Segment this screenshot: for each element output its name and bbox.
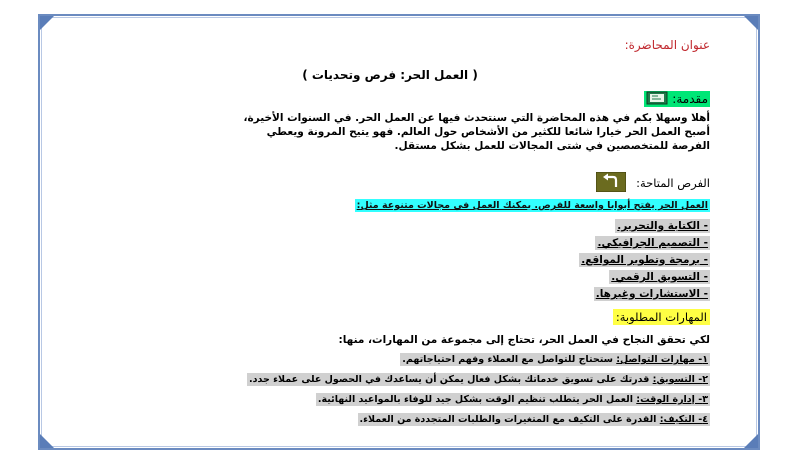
lecture-title-label: عنوان المحاضرة:: [624, 38, 710, 52]
list-item: [400, 354, 710, 365]
opportunity-item-4: - التسويق الرقمي.: [611, 271, 708, 283]
list-item: [358, 414, 710, 425]
intro-heading-row: [644, 88, 710, 108]
opportunity-item-1: - الكتابة والتحرير.: [617, 220, 708, 232]
opportunities-heading-row: [596, 172, 710, 195]
list-item: [595, 237, 710, 249]
return-arrow-icon: [596, 172, 626, 195]
intro-line-1: أهلا وسهلا بكم في هذه المحاضرة التي سنتحدث فيها عن العمل الحر. في السنوات الأخيرة،: [243, 112, 710, 124]
intro-heading: [644, 91, 710, 107]
skill-item-1-label: ١- مهارات التواصل:: [616, 354, 708, 365]
skill-item-3-label: ٣- إدارة الوقت:: [636, 394, 708, 405]
skills-intro: لكي تحقق النجاح في العمل الحر، تحتاج إلى مجموعة من المهارات، منها:: [338, 334, 710, 346]
skill-item-4-label: ٤- التكيف:: [659, 414, 708, 425]
skills-heading: المهارات المطلوبة:: [613, 309, 710, 325]
presentation-board-icon: [646, 91, 668, 108]
corner-ornament-top-right: [744, 16, 758, 30]
list-item: [316, 394, 710, 405]
opportunity-item-2: - التصميم الجرافيكي.: [597, 237, 708, 249]
intro-line-2: أصبح العمل الحر خيارا شائعا للكثير من الأشخاص حول العالم. فهو يتيح المرونة ويعطي: [266, 126, 710, 138]
skill-item-4: [358, 413, 710, 426]
skills-heading-row: [613, 310, 710, 324]
opportunities-intro-row: [355, 200, 710, 211]
skill-item-3: [316, 393, 710, 406]
corner-ornament-bottom-left: [40, 434, 54, 448]
skill-item-4-text: القدرة على التكيف مع المتغيرات والطلبات المتجددة من العملاء.: [359, 414, 660, 425]
opportunities-heading: الفرص المتاحة:: [636, 176, 710, 190]
intro-line-3: الفرصة للمتخصصين في شتى المجالات للعمل بشكل مستقل.: [394, 140, 710, 152]
opportunity-item-5: - الاستشارات وغيرها.: [595, 288, 708, 300]
list-item: [609, 271, 710, 283]
list-item: [615, 220, 710, 232]
list-item: [594, 288, 710, 300]
opportunity-item-3: - برمجة وتطوير المواقع.: [581, 254, 708, 266]
skill-item-2-label: ٢- التسويق:: [652, 374, 708, 385]
skill-item-1: [400, 353, 710, 366]
opportunities-intro: العمل الحر يفتح أبوابا واسعة للفرص. يمكنك العمل في مجالات متنوعة مثل:: [356, 200, 708, 211]
skill-item-3-text: العمل الحر يتطلب تنظيم الوقت بشكل جيد للوفاء بالمواعيد النهائية.: [317, 394, 637, 405]
list-item: [247, 374, 710, 385]
skill-item-2-text: قدرتك على تسويق خدماتك بشكل فعال يمكن أن يساعدك في الحصول على عملاء جدد.: [249, 374, 653, 385]
corner-ornament-top-left: [40, 16, 54, 30]
list-item: [579, 254, 710, 266]
skill-item-1-text: ستحتاج للتواصل مع العملاء وفهم احتياجاتهم.: [402, 354, 617, 365]
intro-heading-text: مقدمة:: [672, 92, 708, 106]
skill-item-2: [247, 373, 710, 386]
main-title: ( العمل الحر: فرص وتحديات ): [302, 68, 478, 82]
corner-ornament-bottom-right: [744, 434, 758, 448]
